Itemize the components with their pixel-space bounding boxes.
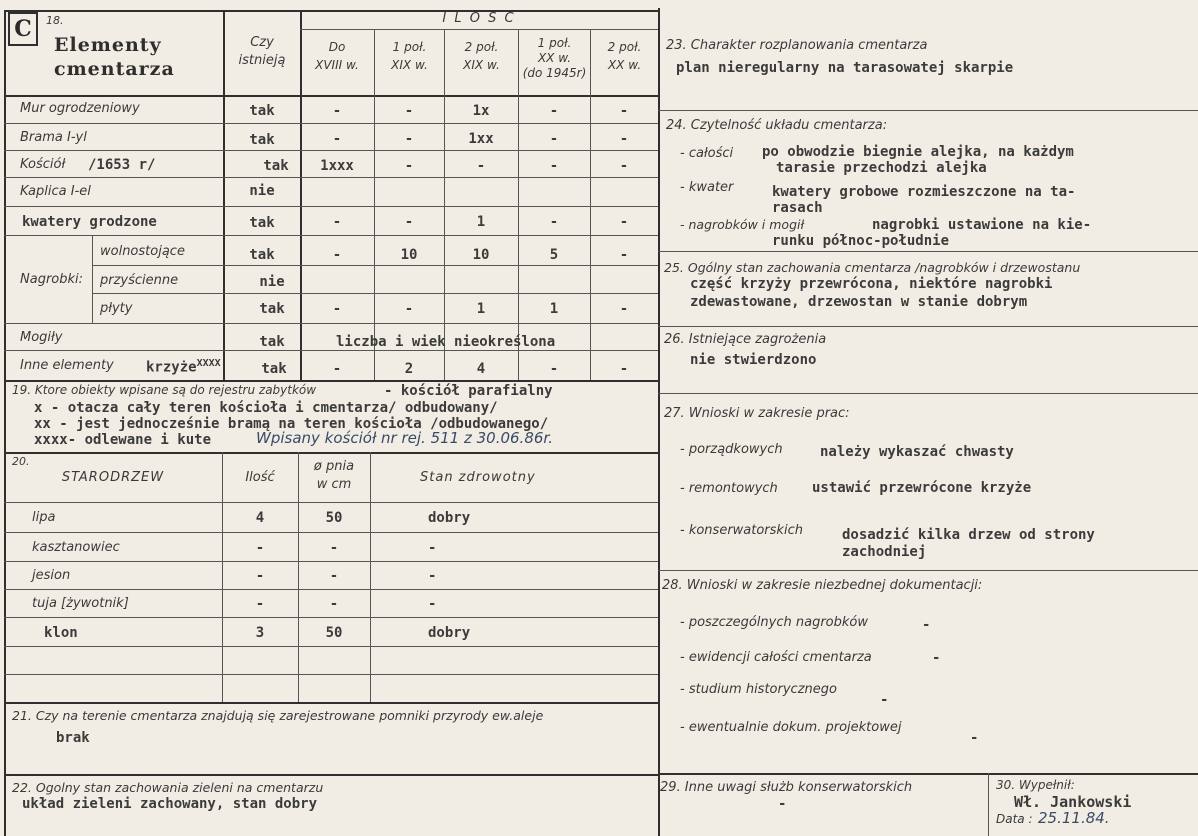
header-period-2: 1 poł. XIX w. [391, 40, 428, 72]
section24-item-value: rasach [772, 200, 823, 216]
exists-value: tak [259, 334, 285, 350]
tree-name: lipa [32, 510, 56, 525]
section29-30-divider [988, 773, 989, 836]
section25-value: zdewastowane, drzewostan w stanie dobrym [690, 294, 1028, 310]
section29-value: - [778, 796, 787, 812]
section24-item-label: - nagrobków i mogił [680, 217, 805, 232]
left-border [4, 10, 6, 836]
quantity-cell: - [332, 301, 342, 317]
section19-bottom [4, 452, 658, 454]
row-extra: /1653 r/ [88, 157, 156, 173]
quantity-cell: - [332, 361, 342, 377]
quantity-cell: - [549, 103, 559, 119]
tree-row-line [4, 674, 658, 675]
quantity-cell: 2 [404, 361, 414, 377]
header-quantity: I L O S C [442, 11, 516, 26]
section19-line: - kościół parafialny [384, 383, 553, 399]
section27-item-value: ustawić przewrócone krzyże [812, 480, 1032, 496]
row-group-label: Nagrobki: [20, 272, 84, 287]
tree-name: kasztanowiec [32, 540, 120, 555]
section19-line: xxxx- odlewane i kute [34, 432, 212, 448]
row-line [4, 350, 658, 351]
tree-row-line [4, 646, 658, 647]
header-period-5: 2 poł. XX w. [607, 40, 642, 72]
quantity-cell: 1 [549, 301, 559, 317]
quantity-cell: 1xx [468, 131, 494, 147]
qty-header-line [300, 29, 658, 30]
elements-title-line2: cmentarza [54, 58, 175, 80]
section19-handwritten-note: Wpisany kościół nr rej. 511 z 30.06.86r. [256, 429, 553, 447]
quantity-cell: - [404, 131, 414, 147]
section24-item-label: - całości [680, 146, 734, 161]
row-line [92, 293, 658, 294]
quantity-cell: - [332, 131, 342, 147]
row-line [4, 323, 658, 324]
tree-name: klon [44, 625, 78, 641]
section20-bottom [4, 702, 658, 704]
exists-value: nie [259, 274, 285, 290]
section28-label: 28. Wnioski w zakresie niezbednej dokumentacji: [662, 578, 983, 593]
tree-state: - [428, 540, 437, 556]
section24-item-label: - kwater [680, 180, 734, 195]
elements-header-bottom [4, 95, 658, 97]
section27-item-value: dosadzić kilka drzew od strony [842, 527, 1095, 543]
tree-row-line [4, 561, 658, 562]
section24-item-value: kwatery grobowe rozmieszczone na ta- [772, 184, 1076, 200]
section26-bottom [658, 393, 1198, 394]
row-line [4, 123, 658, 124]
section28-item-value: - [970, 730, 979, 746]
section29-label: 29. Inne uwagi służb konserwatorskich [660, 780, 913, 795]
quantity-cell: - [476, 158, 486, 174]
tree-header-diameter: ø pnia w cm [313, 459, 355, 492]
exists-value: tak [249, 132, 275, 148]
row-label: Kościół [20, 157, 66, 172]
section28-item-label: - studium historycznego [680, 682, 837, 697]
nagrobki-divider [92, 235, 93, 323]
section26-value: nie stwierdzono [690, 352, 817, 368]
quantity-cell: - [404, 158, 414, 174]
section20-number: 20. [12, 455, 30, 468]
section27-label: 27. Wnioski w zakresie prac: [664, 406, 850, 421]
quantity-cell: - [619, 301, 629, 317]
row-line [4, 177, 658, 178]
row-label: Mogiły [20, 330, 63, 345]
tree-diameter: - [329, 540, 339, 556]
header-period-4: 1 poł. XX w. (do 1945r) [522, 36, 587, 80]
quantity-cell: 5 [549, 247, 559, 263]
section-18-number: 18. [46, 14, 64, 27]
tree-diameter: - [329, 596, 339, 612]
quantity-cell: - [332, 214, 342, 230]
section27-item-label: - konserwatorskich [680, 523, 803, 538]
quantity-cell: - [549, 361, 559, 377]
tree-header-name: STARODRZEW [61, 470, 165, 485]
exists-value: tak [249, 215, 275, 231]
section30-label: 30. Wypełnił: [996, 778, 1075, 792]
quantity-cell: - [619, 103, 629, 119]
section24-item-value: po obwodzie biegnie alejka, na każdym [762, 144, 1074, 160]
tree-qty: 4 [255, 510, 265, 526]
tree-diameter: 50 [325, 625, 343, 641]
tree-qty: - [255, 540, 265, 556]
quantity-cell: 1 [476, 214, 486, 230]
graves-note: liczba i wiek nieokreślona [336, 334, 556, 350]
tree-header-qty: Ilość [245, 470, 275, 485]
section28-item-value: - [880, 692, 889, 708]
tree-qty: - [255, 568, 265, 584]
section26-label: 26. Istniejące zagrożenia [664, 332, 827, 347]
section24-bottom [658, 251, 1198, 252]
tree-diameter: - [329, 568, 339, 584]
row-extra: krzyże$^{XXXX}$ [146, 358, 221, 376]
row-line [4, 150, 658, 151]
quantity-cell: - [619, 158, 629, 174]
quantity-cell: 10 [400, 247, 418, 263]
row-label: przyścienne [100, 273, 179, 288]
quantity-cell: - [549, 131, 559, 147]
tree-header-bottom [4, 502, 658, 503]
quantity-cell: - [404, 214, 414, 230]
date-value: 25.11.84. [1038, 809, 1110, 827]
row-line [4, 206, 658, 207]
section27-item-label: - remontowych [680, 481, 778, 496]
quantity-cell: 1x [472, 103, 490, 119]
section27-bottom [658, 570, 1198, 571]
section28-item-label: - poszczególnych nagrobków [680, 615, 868, 630]
section27-item-label: - porządkowych [680, 442, 783, 457]
row-line [92, 265, 658, 266]
tree-state: dobry [428, 625, 471, 641]
section19-label: 19. Ktore obiekty wpisane są do rejestru zabytków [12, 383, 317, 397]
center-divider [658, 8, 660, 836]
exists-value: nie [249, 183, 275, 199]
tree-state: - [428, 568, 437, 584]
tree-row-line [4, 589, 658, 590]
tree-row-line [4, 532, 658, 533]
header-exists: Czy istnieją [238, 35, 286, 68]
quantity-cell: - [549, 158, 559, 174]
section28-bottom [658, 773, 1198, 775]
card-letter-box: C [8, 12, 38, 46]
tree-state: dobry [428, 510, 471, 526]
exists-value: tak [259, 301, 285, 317]
section28-item-value: - [922, 617, 931, 633]
row-line [4, 235, 658, 236]
elements-title-line1: Elementy [54, 34, 162, 56]
section24-item-value: nagrobki ustawione na kie- [872, 217, 1092, 233]
tree-name: jesion [32, 568, 71, 583]
section25-value: część krzyży przewrócona, niektóre nagrobki [690, 276, 1053, 292]
tree-qty: 3 [255, 625, 265, 641]
exists-value: tak [249, 247, 275, 263]
section24-item-value: tarasie przechodzi alejka [776, 160, 987, 176]
row-label: Mur ogrodzeniowy [20, 101, 140, 116]
quantity-cell: - [619, 361, 629, 377]
section28-item-label: - ewidencji całości cmentarza [680, 650, 872, 665]
filled-by-name: Wł. Jankowski [1014, 793, 1132, 811]
row-label: wolnostojące [100, 244, 185, 259]
section21-bottom [4, 774, 658, 776]
exists-value: tak [263, 158, 289, 174]
section19-line: x - otacza cały teren kościoła i cmentarza/ odbudowany/ [34, 400, 498, 416]
quantity-cell: 10 [472, 247, 490, 263]
exists-value: tak [261, 361, 287, 377]
header-period-3: 2 poł. XIX w. [463, 40, 500, 72]
section27-item-value: należy wykaszać chwasty [820, 444, 1014, 460]
tree-header-state: Stan zdrowotny [420, 470, 536, 485]
header-period-1: Do XVIII w. [315, 40, 359, 72]
section28-item-label: - ewentualnie dokum. projektowej [680, 720, 902, 735]
section28-item-value: - [932, 650, 941, 666]
quantity-cell: - [404, 103, 414, 119]
quantity-cell: 1 [476, 301, 486, 317]
row-label: Brama I-yl [20, 130, 87, 145]
section23-bottom [658, 110, 1198, 111]
tree-col-state [370, 452, 371, 702]
row-label: kwatery grodzone [22, 214, 157, 230]
quantity-cell: 4 [476, 361, 486, 377]
date-label: Data : [996, 812, 1033, 826]
exists-value: tak [249, 103, 275, 119]
section19-line: xx - jest jednocześnie bramą na teren kościoła /odbudowanego/ [34, 416, 549, 432]
quantity-cell: - [332, 103, 342, 119]
elements-table-bottom [4, 380, 658, 382]
tree-state: - [428, 596, 437, 612]
section24-item-value: runku północ-południe [772, 233, 950, 249]
tree-row-line [4, 617, 658, 618]
section23-value: plan nieregularny na tarasowatej skarpie [676, 60, 1014, 76]
row-label: płyty [100, 301, 133, 316]
tree-qty: - [255, 596, 265, 612]
quantity-cell: - [619, 131, 629, 147]
section23-label: 23. Charakter rozplanowania cmentarza [666, 38, 928, 53]
section25-label: 25. Ogólny stan zachowania cmentarza /nagrobków i drzewostanu [664, 260, 1081, 275]
quantity-cell: - [404, 301, 414, 317]
section22-value: układ zieleni zachowany, stan dobry [22, 796, 318, 812]
tree-diameter: 50 [325, 510, 343, 526]
quantity-cell: 1xxx [320, 158, 354, 174]
row-label: Inne elementy [20, 358, 114, 373]
quantity-cell: - [619, 247, 629, 263]
tree-name: tuja [żywotnik] [32, 596, 129, 611]
section22-label: 22. Ogolny stan zachowania zieleni na cmentarzu [12, 780, 324, 795]
row-label: Kaplica I-el [20, 184, 91, 199]
section21-value: brak [56, 730, 90, 746]
quantity-cell: - [549, 214, 559, 230]
section24-label: 24. Czytelność układu cmentarza: [666, 118, 888, 133]
section21-label: 21. Czy na terenie cmentarza znajdują się zarejestrowane pomniki przyrody ew.aleje [12, 708, 544, 723]
section25-bottom [658, 326, 1198, 327]
quantity-cell: - [619, 214, 629, 230]
quantity-cell: - [332, 247, 342, 263]
section27-item-value: zachodniej [842, 544, 927, 560]
